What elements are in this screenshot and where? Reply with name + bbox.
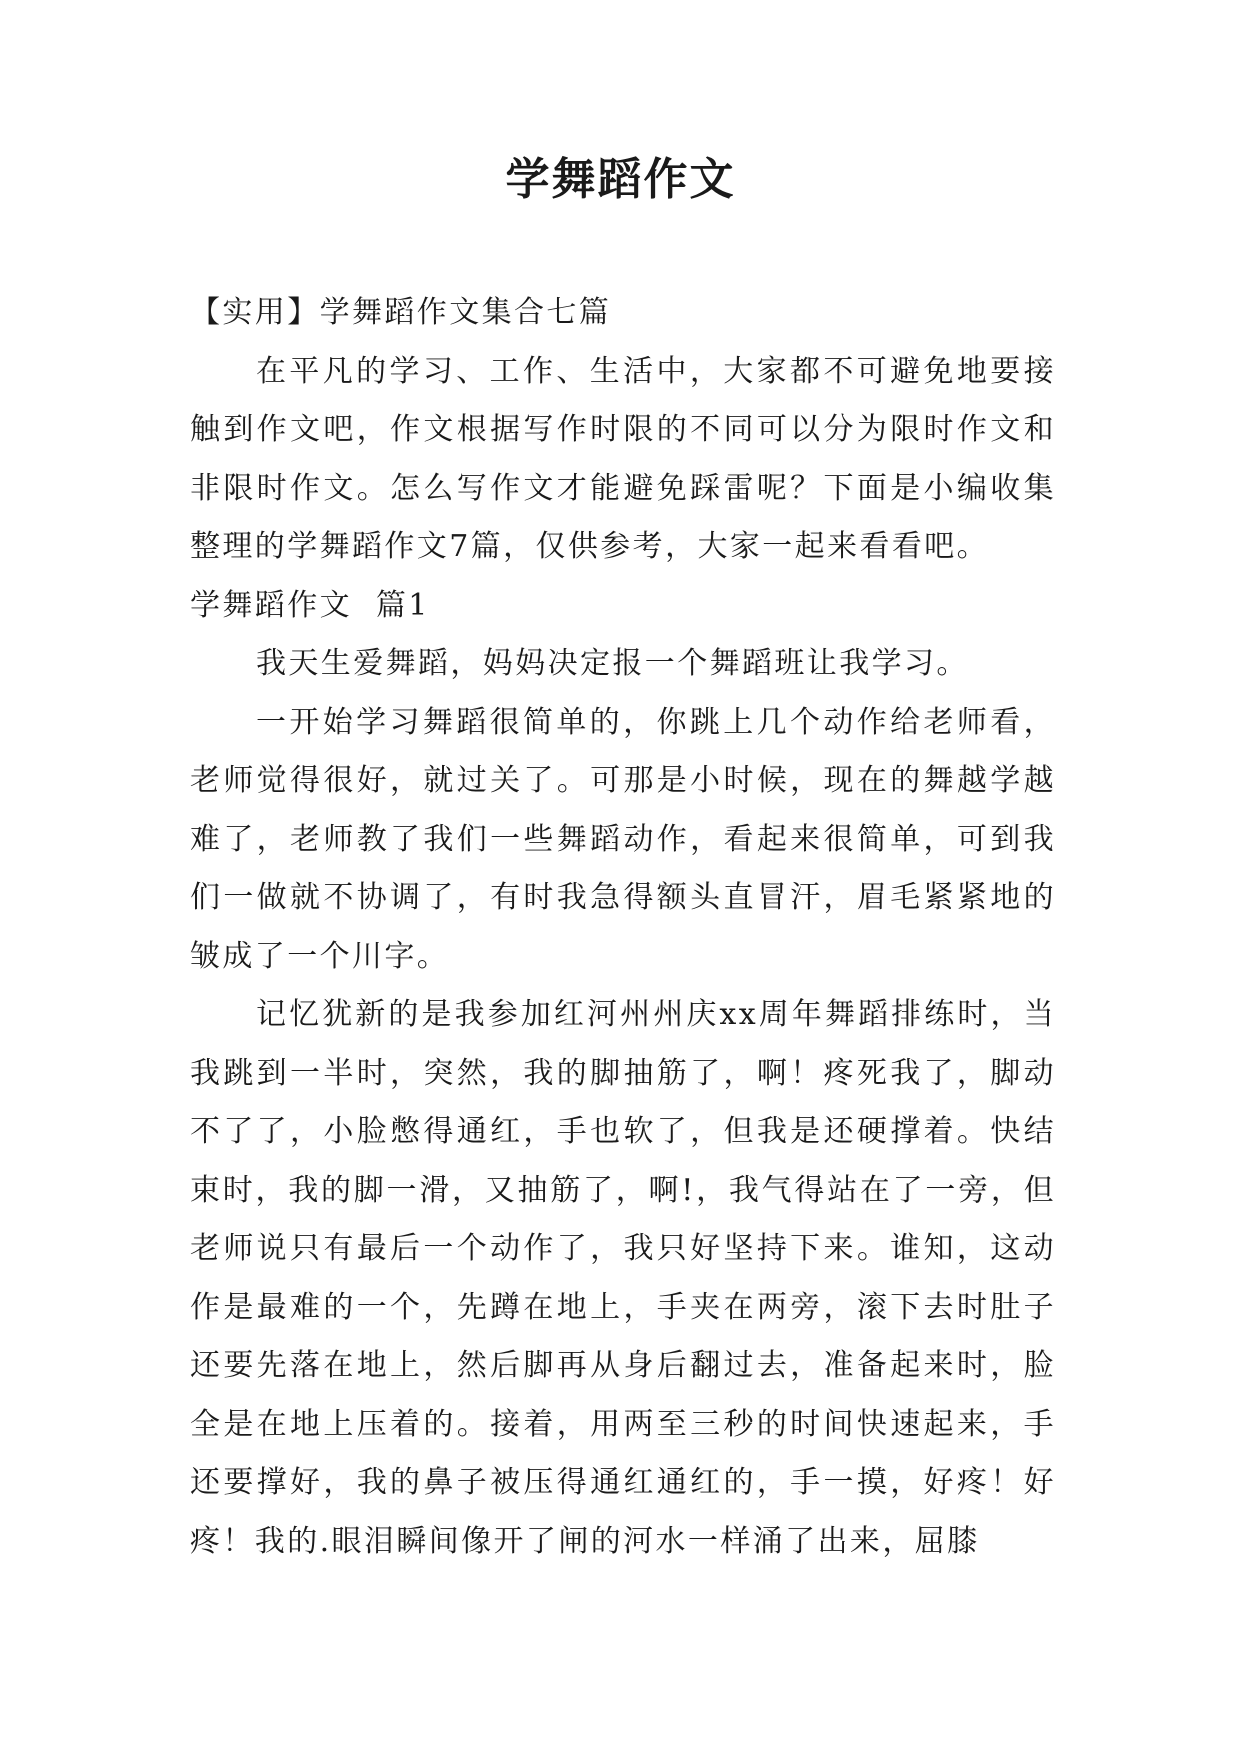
document-body: [190, 284, 1056, 1571]
section-heading: 学舞蹈作文 篇1: [190, 587, 430, 623]
body-paragraph-2: 一开始学习舞蹈很简单的，你跳上几个动作给老师看，老师觉得很好，就过关了。可那是小时候，现在的舞越学越难了，老师教了我们一些舞蹈动作，看起来很简单，可到我们一做就不协调了，有时我急得额头直冒汗，眉毛紧紧地的皱成了一个川字。: [190, 704, 1056, 974]
document-title: 学舞蹈作文: [505, 154, 736, 205]
document-subtitle: 【实用】学舞蹈作文集合七篇: [190, 295, 612, 330]
body-paragraph-3: 记忆犹新的是我参加红河州州庆xx周年舞蹈排练时，当我跳到一半时，突然，我的脚抽筋了，啊！疼死我了，脚动不了了，小脸憋得通红，手也软了，但我是还硬撑着。快结束时，我的脚一滑，又抽筋了，啊!，我气得站在了一旁，但老师说只有最后一个动作了，我只好坚持下来。谁知，这动作是最难的一个，先蹲在地上，手夹在两旁，滚下去时肚子还要先落在地上，然后脚再从身后翻过去，准备起来时，脸全是在地上压着的。接着，用两至三秒的时间快速起来，手还要撑好，我的鼻子被压得通红通红的，手一摸，好疼！好疼！我的.眼泪瞬间像开了闸的河水一样涌了出来，屈膝: [190, 997, 1056, 1559]
intro-paragraph: 在平凡的学习、工作、生活中，大家都不可避免地要接触到作文吧，作文根据写作时限的不同可以分为限时作文和非限时作文。怎么写作文才能避免踩雷呢？下面是小编收集整理的学舞蹈作文7篇，仅供参考，大家一起来看看吧。: [190, 353, 1056, 564]
body-paragraph-1: 我天生爱舞蹈，妈妈决定报一个舞蹈班让我学习。: [256, 646, 969, 681]
